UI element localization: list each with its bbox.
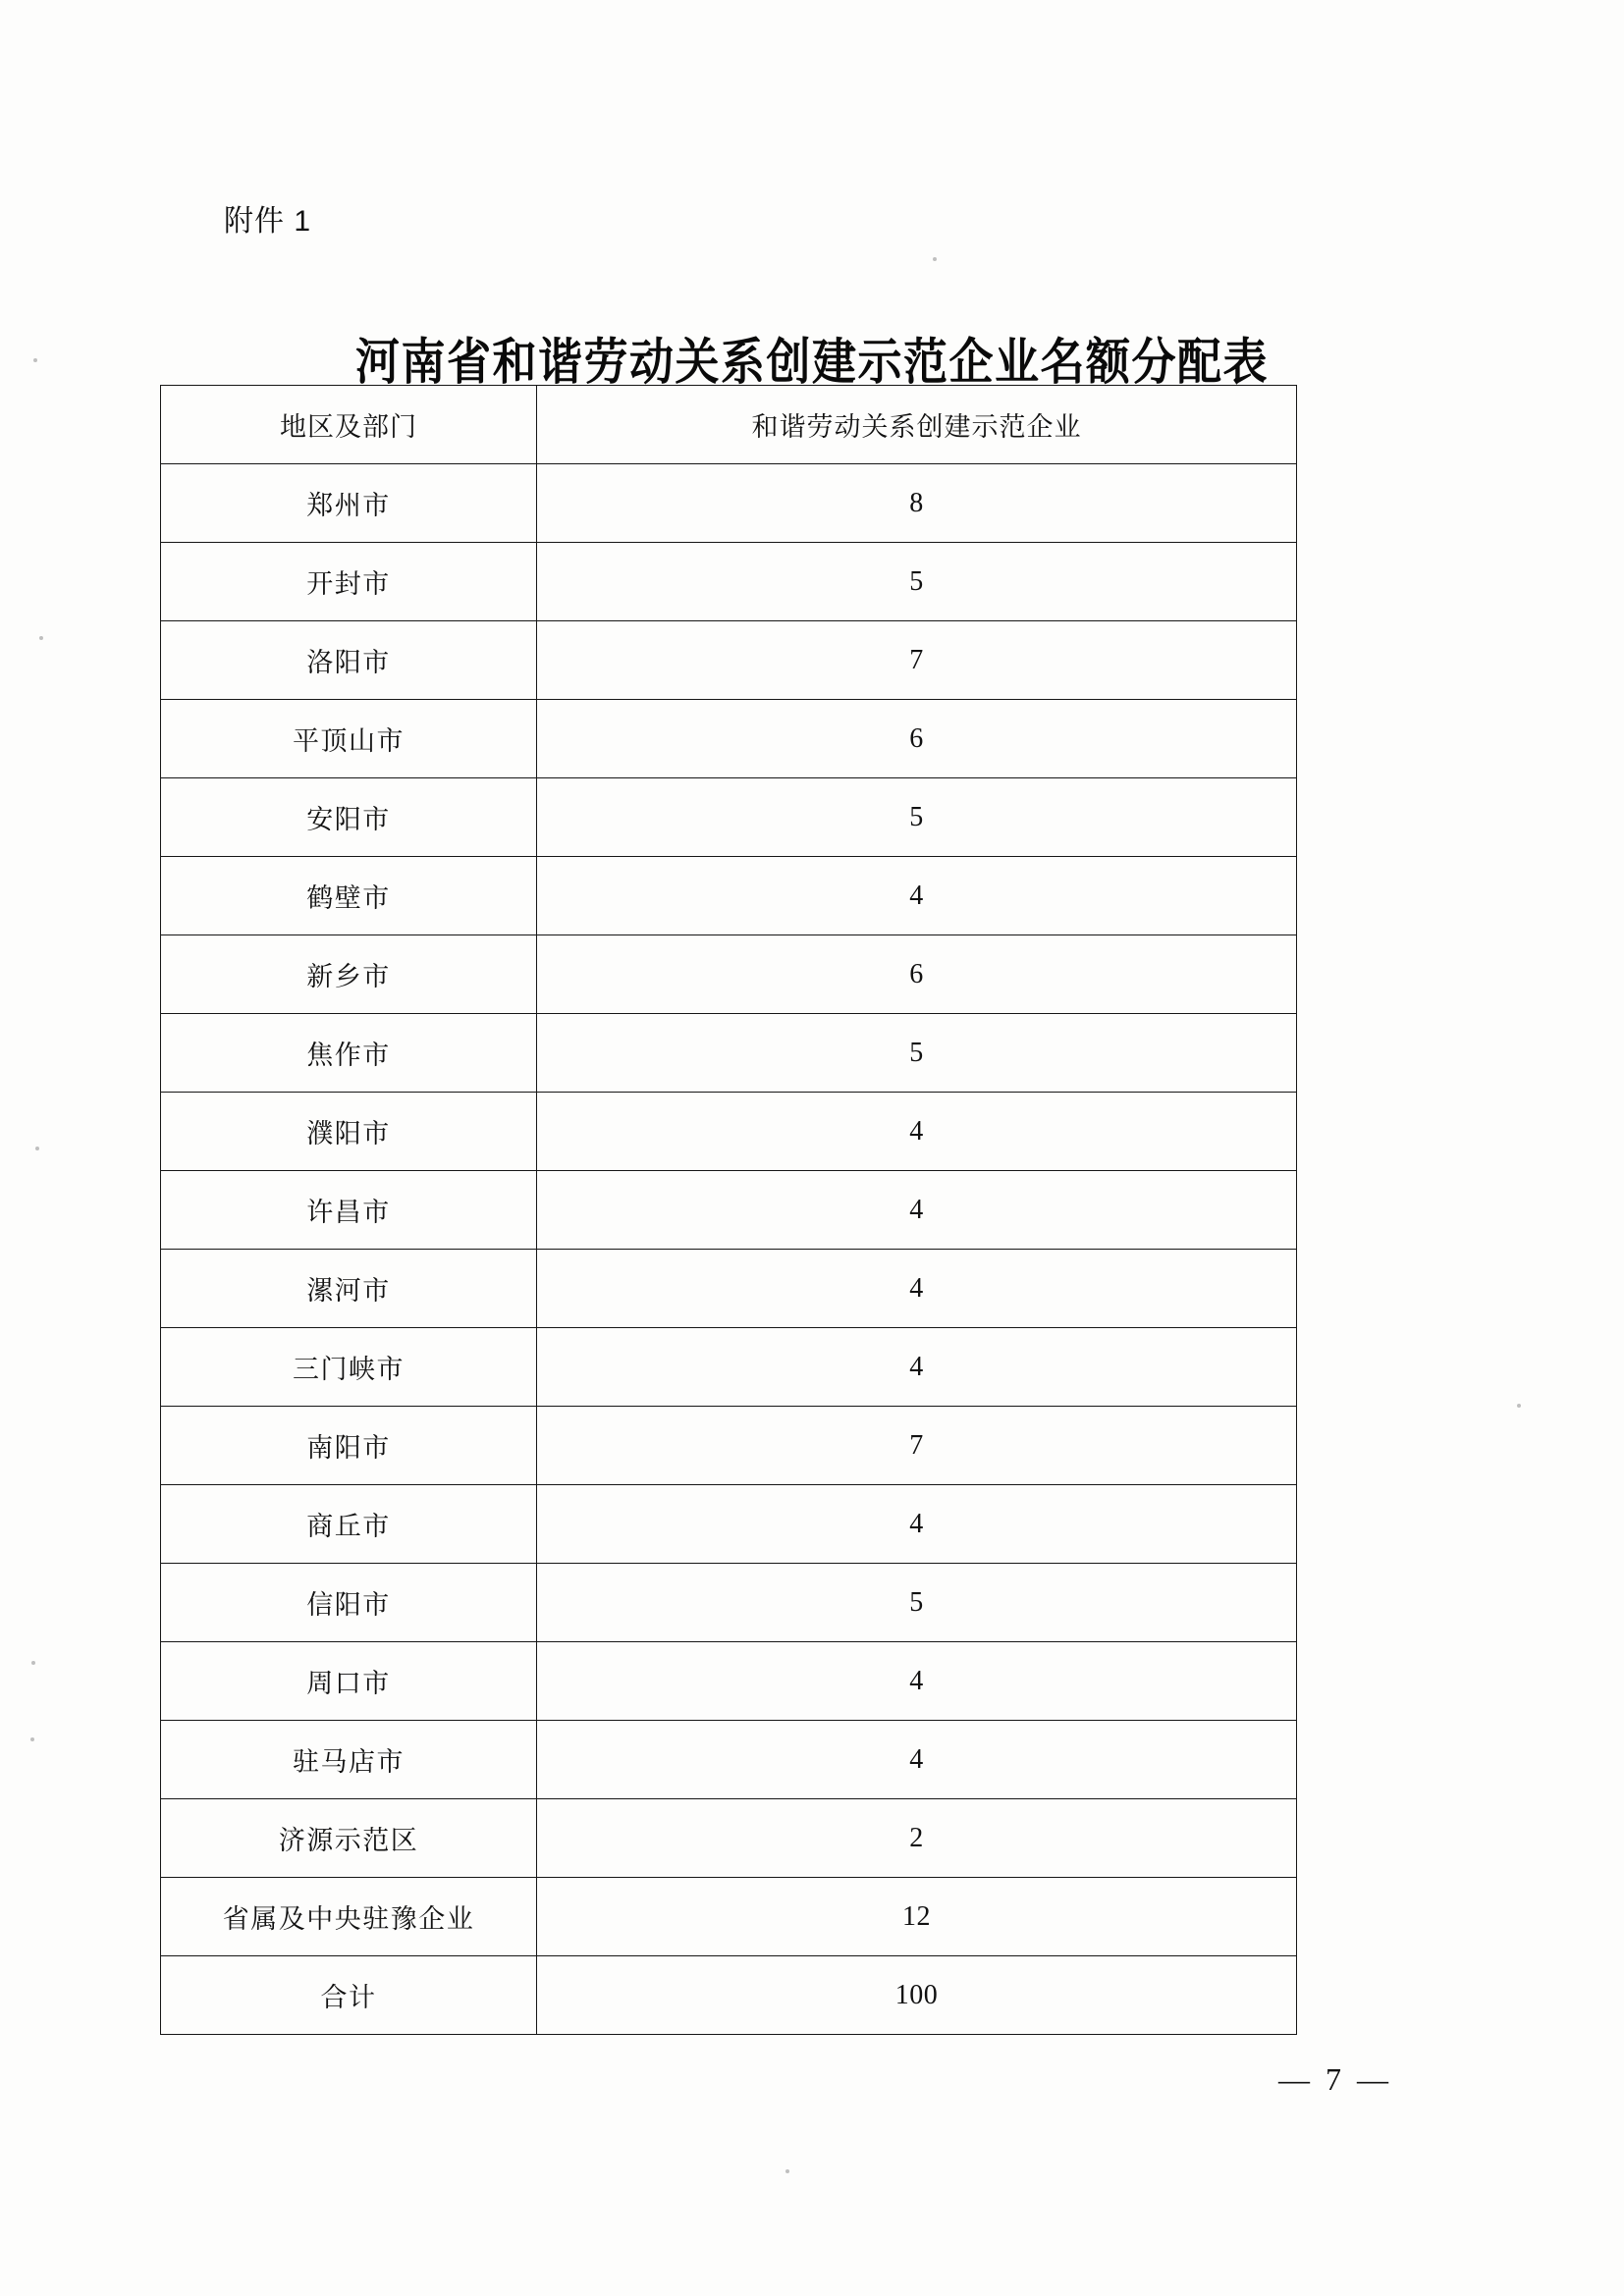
table-row: [161, 1093, 1297, 1171]
table-row: [161, 700, 1297, 778]
cell-quota: 4: [537, 1721, 1297, 1799]
scan-speck: [30, 1737, 34, 1741]
cell-region: 南阳市: [161, 1407, 537, 1485]
table-row: [161, 1014, 1297, 1093]
table-row-total: [161, 1956, 1297, 2035]
cell-quota: 5: [537, 543, 1297, 621]
table-row: [161, 1171, 1297, 1250]
table-row: [161, 1407, 1297, 1485]
cell-quota: 7: [537, 1407, 1297, 1485]
cell-quota: 4: [537, 1642, 1297, 1721]
scan-speck: [39, 636, 43, 640]
scan-speck: [785, 2169, 789, 2173]
table-row: [161, 464, 1297, 543]
scan-speck: [31, 1661, 35, 1665]
table-row: [161, 935, 1297, 1014]
cell-quota: 4: [537, 857, 1297, 935]
table-row: [161, 1328, 1297, 1407]
cell-quota: 5: [537, 1014, 1297, 1093]
table-row: [161, 857, 1297, 935]
table-body: [161, 464, 1297, 2035]
table-row: [161, 1799, 1297, 1878]
cell-quota: 7: [537, 621, 1297, 700]
cell-region: 周口市: [161, 1642, 537, 1721]
scan-speck: [933, 257, 937, 261]
cell-region: 省属及中央驻豫企业: [161, 1878, 537, 1956]
column-header-quota: 和谐劳动关系创建示范企业: [537, 386, 1297, 464]
cell-region: 新乡市: [161, 935, 537, 1014]
scan-speck: [35, 1147, 39, 1150]
cell-quota: 4: [537, 1093, 1297, 1171]
cell-quota: 2: [537, 1799, 1297, 1878]
table-header-row: [161, 386, 1297, 464]
table-row: [161, 543, 1297, 621]
page-title: 河南省和谐劳动关系创建示范企业名额分配表: [354, 334, 1269, 391]
cell-region-total: 合计: [161, 1956, 537, 2035]
cell-region: 许昌市: [161, 1171, 537, 1250]
cell-region: 驻马店市: [161, 1721, 537, 1799]
cell-region: 济源示范区: [161, 1799, 537, 1878]
scan-speck: [1517, 1404, 1521, 1408]
cell-quota: 5: [537, 778, 1297, 857]
table-row: [161, 621, 1297, 700]
cell-region: 信阳市: [161, 1564, 537, 1642]
cell-quota: 4: [537, 1485, 1297, 1564]
cell-region: 漯河市: [161, 1250, 537, 1328]
page-number: — 7 —: [1278, 2061, 1392, 2097]
cell-quota: 6: [537, 700, 1297, 778]
column-header-region: 地区及部门: [161, 386, 537, 464]
cell-quota: 12: [537, 1878, 1297, 1956]
quota-allocation-table: [160, 385, 1297, 2035]
cell-quota: 4: [537, 1250, 1297, 1328]
table-row: [161, 1250, 1297, 1328]
cell-region: 安阳市: [161, 778, 537, 857]
cell-region: 郑州市: [161, 464, 537, 543]
table-row: [161, 778, 1297, 857]
cell-quota: 4: [537, 1171, 1297, 1250]
attachment-label: 附件 1: [224, 205, 312, 238]
table-row: [161, 1721, 1297, 1799]
cell-quota: 4: [537, 1328, 1297, 1407]
cell-region: 平顶山市: [161, 700, 537, 778]
cell-region: 三门峡市: [161, 1328, 537, 1407]
cell-quota-total: 100: [537, 1956, 1297, 2035]
cell-region: 商丘市: [161, 1485, 537, 1564]
cell-region: 焦作市: [161, 1014, 537, 1093]
table-row: [161, 1642, 1297, 1721]
table-row: [161, 1878, 1297, 1956]
cell-quota: 6: [537, 935, 1297, 1014]
cell-quota: 5: [537, 1564, 1297, 1642]
cell-region: 鹤壁市: [161, 857, 537, 935]
cell-region: 濮阳市: [161, 1093, 537, 1171]
cell-quota: 8: [537, 464, 1297, 543]
table-row: [161, 1485, 1297, 1564]
cell-region: 开封市: [161, 543, 537, 621]
table-row: [161, 1564, 1297, 1642]
cell-region: 洛阳市: [161, 621, 537, 700]
